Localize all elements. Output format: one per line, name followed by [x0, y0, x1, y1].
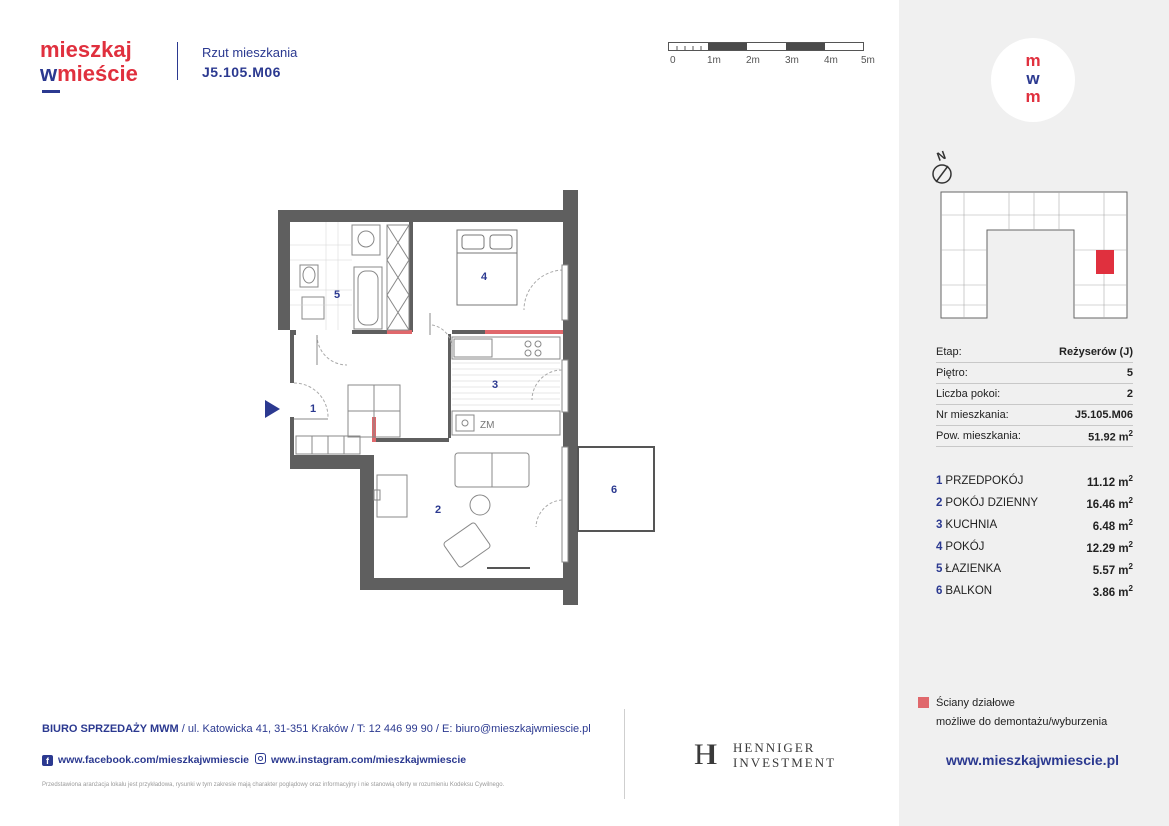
brand-line2-w: w — [40, 61, 58, 86]
scale-label-4: 4m — [824, 55, 838, 66]
room-area: 12.29 m — [1086, 542, 1129, 555]
room-label-2: 2 — [435, 504, 442, 516]
brand-logo — [40, 38, 138, 86]
shoe-cabinet — [296, 436, 360, 454]
room-name: POKÓJ DZIENNY — [945, 497, 1039, 509]
compass-label: N — [934, 147, 948, 164]
info-label-stage: Etap: — [936, 346, 962, 358]
building-key-plan — [939, 190, 1129, 320]
room-row — [936, 580, 1133, 602]
sales-office — [42, 723, 591, 735]
sidebar — [899, 0, 1169, 826]
sales-office-details: / ul. Katowicka 41, 31-351 Kraków / T: 12 446 99 90 / E: biuro@mieszkajwmiescie.pl — [178, 723, 591, 735]
footer-divider — [624, 709, 625, 799]
info-label-rooms: Liczba pokoi: — [936, 388, 1001, 400]
room-name: PRZEDPOKÓJ — [945, 475, 1024, 487]
scale-label-2: 2m — [746, 55, 760, 66]
room-row — [936, 558, 1133, 580]
room-row — [936, 470, 1133, 492]
brand-line1: mieszkaj — [40, 37, 132, 62]
room-area-sup: 2 — [1128, 495, 1133, 505]
info-value-number: J5.105.M06 — [1074, 409, 1133, 421]
brand-line2-rest: mieście — [57, 61, 138, 86]
henniger-name: HENNIGER — [733, 740, 816, 755]
legend-swatch — [918, 697, 929, 708]
mwm-circle-logo — [991, 38, 1075, 122]
room-label-1: 1 — [310, 403, 317, 415]
entrance-arrow-icon — [265, 400, 280, 418]
info-label-number: Nr mieszkania: — [936, 409, 1009, 421]
room-name: KUCHNIA — [945, 519, 998, 531]
facebook-link[interactable]: www.facebook.com/mieszkajwmiescie — [58, 754, 250, 766]
room-row — [936, 514, 1133, 536]
room-num: 2 — [936, 497, 943, 509]
info-value-area: 51.92 m — [1088, 431, 1129, 444]
floor-plan — [262, 185, 682, 610]
room-area: 6.48 m — [1092, 520, 1129, 533]
wardrobe — [387, 225, 409, 330]
bathroom-tiles — [290, 222, 352, 330]
henniger-investment: INVESTMENT — [733, 755, 837, 770]
appliance-label: ZM — [480, 420, 495, 431]
instagram-link[interactable]: www.instagram.com/mieszkajwmiescie — [271, 754, 467, 766]
sales-office-name: BIURO SPRZEDAŻY MWM — [42, 723, 179, 735]
highlighted-unit — [1096, 250, 1114, 274]
room-area-sup: 2 — [1128, 473, 1133, 483]
room-num: 6 — [936, 585, 943, 597]
kitchen-floor — [452, 363, 560, 405]
social-links — [42, 753, 466, 766]
header-code: J5.105.M06 — [202, 64, 281, 80]
header-label: Rzut mieszkania — [202, 45, 298, 60]
legend-line2: możliwe do demontażu/wyburzenia — [936, 716, 1108, 728]
room-area: 3.86 m — [1092, 586, 1129, 599]
circle-logo-m1: m — [1025, 51, 1041, 70]
scale-label-1: 1m — [707, 55, 721, 66]
room-label-6: 6 — [611, 484, 618, 496]
room-label-5: 5 — [334, 289, 341, 301]
room-name: BALKON — [945, 585, 993, 597]
room-area-sup: 2 — [1128, 561, 1133, 571]
info-value-stage: Reżyserów (J) — [1059, 346, 1133, 358]
room-area-sup: 2 — [1128, 517, 1133, 527]
room-area: 11.12 m — [1086, 476, 1129, 489]
website-link[interactable]: www.mieszkajwmiescie.pl — [946, 752, 1120, 768]
circle-logo-w: w — [1026, 69, 1040, 88]
living-furniture — [374, 453, 530, 568]
instagram-icon — [255, 753, 266, 764]
room-row — [936, 536, 1133, 558]
scale-label-0: 0 — [670, 55, 676, 66]
legend-line1: Ściany działowe — [936, 697, 1015, 709]
bed — [457, 230, 517, 305]
scale-bar — [668, 42, 864, 51]
room-name: ŁAZIENKA — [945, 563, 1002, 575]
facebook-icon: f — [42, 755, 53, 766]
info-label-area: Pow. mieszkania: — [936, 430, 1021, 442]
info-value-area-sup: 2 — [1128, 428, 1133, 438]
hall-wardrobe — [348, 385, 400, 437]
bathroom-fixtures — [300, 225, 382, 329]
scale-label-3: 3m — [785, 55, 799, 66]
room-num: 1 — [936, 475, 943, 487]
room-num: 5 — [936, 563, 943, 575]
info-value-floor: 5 — [1126, 367, 1133, 379]
header-divider — [177, 42, 178, 80]
room-area-sup: 2 — [1128, 539, 1133, 549]
kitchen — [452, 337, 560, 435]
compass-icon — [929, 146, 959, 190]
info-label-floor: Piętro: — [936, 367, 968, 379]
disclaimer: Przedstawiona aranżacja lokalu jest przykładowa, rysunki w tym zakresie mają charakter poglądowy oraz informacyjny i nie stanowią oferty w rozumieniu Kodeksu Cywilnego. — [42, 782, 505, 788]
room-num: 3 — [936, 519, 943, 531]
apartment-info — [936, 342, 1133, 447]
room-label-3: 3 — [492, 379, 499, 391]
room-name: POKÓJ — [945, 541, 985, 553]
room-list — [936, 470, 1133, 602]
room-area-sup: 2 — [1128, 583, 1133, 593]
henniger-logo-mark: HI — [694, 738, 710, 771]
room-area: 16.46 m — [1086, 498, 1129, 511]
room-row — [936, 492, 1133, 514]
brand-underline — [42, 90, 60, 93]
info-value-rooms: 2 — [1126, 388, 1133, 400]
walls — [278, 190, 578, 605]
room-label-4: 4 — [481, 271, 488, 283]
room-area: 5.57 m — [1092, 564, 1129, 577]
room-num: 4 — [936, 541, 943, 553]
scale-label-5: 5m — [861, 55, 875, 66]
circle-logo-m2: m — [1025, 87, 1041, 106]
